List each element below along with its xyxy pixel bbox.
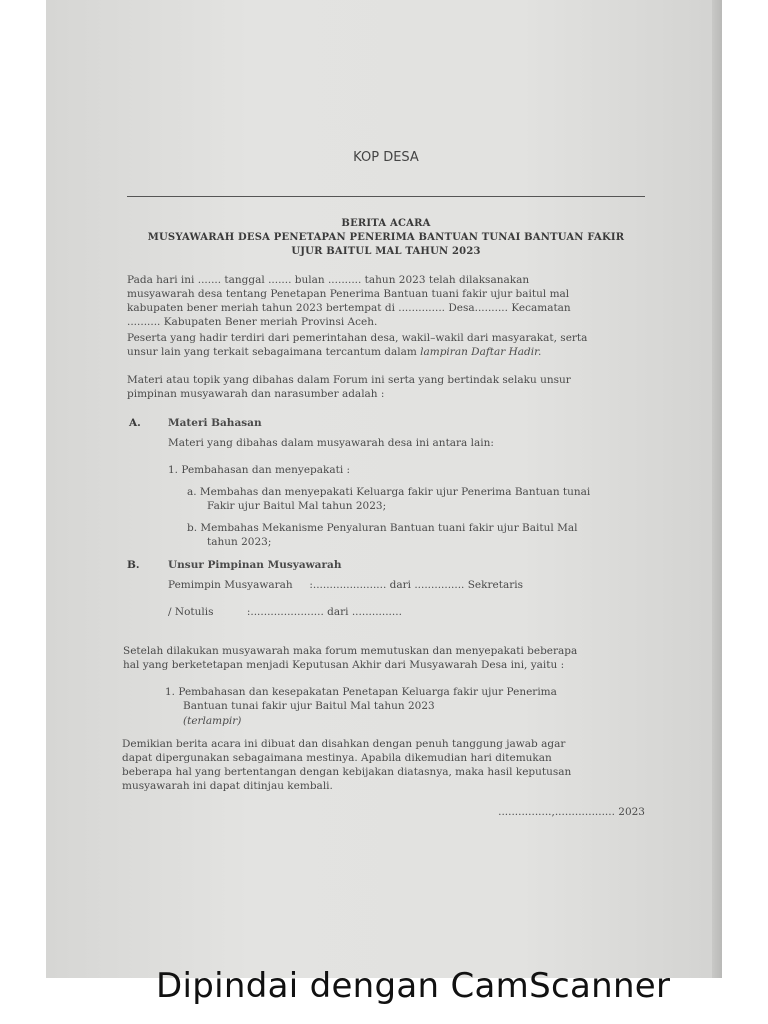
- kop-desa-header: KOP DESA: [353, 150, 419, 165]
- penutup-line-4: musyawarah ini dapat ditinjau kembali.: [122, 780, 333, 792]
- section-a-sub-b-line-2: tahun 2023;: [207, 536, 272, 548]
- section-b-letter: B.: [127, 559, 140, 571]
- date-line: ................,.................. 2023: [498, 806, 645, 818]
- keputusan-item-1-line-1: 1. Pembahasan dan kesepakatan Penetapan Keluarga fakir ujur Penerima: [165, 686, 557, 698]
- section-a-sub-b-line-1: b. Membahas Mekanisme Penyaluran Bantuan tuani fakir ujur Baitul Mal: [187, 522, 578, 534]
- title-line-1: BERITA ACARA: [341, 218, 431, 229]
- intro-line-1: Pada hari ini ....... tanggal ....... bulan .......... tahun 2023 telah dilaksanakan: [127, 274, 530, 286]
- section-a-sub-a-line-1: a. Membahas dan menyepakati Keluarga fakir ujur Penerima Bantuan tunai: [187, 486, 591, 498]
- peserta-line-1: Peserta yang hadir terdiri dari pemerintahan desa, wakil–wakil dari masyarakat, serta: [127, 332, 588, 344]
- section-a-lead: Materi yang dibahas dalam musyawarah desa ini antara lain:: [168, 437, 494, 449]
- peserta-text: unsur lain yang terkait sebagaimana tercantum dalam: [127, 346, 421, 358]
- notulis-line: / Notulis :...................... dari ...............: [168, 606, 402, 618]
- header-rule: [127, 196, 645, 197]
- penutup-line-2: dapat dipergunakan sebagaimana mestinya. Apabila dikemudian hari ditemukan: [122, 752, 552, 764]
- section-a-sub-a-line-2: Fakir ujur Baitul Mal tahun 2023;: [207, 500, 387, 512]
- paper-edge-shadow: [712, 0, 722, 978]
- peserta-lampiran: lampiran Daftar Hadir.: [420, 346, 542, 358]
- section-b-heading: Unsur Pimpinan Musyawarah: [168, 559, 342, 571]
- camscanner-watermark: Dipindai dengan CamScanner: [156, 966, 671, 1006]
- keputusan-item-1-line-2: Bantuan tunai fakir ujur Baitul Mal tahun 2023: [183, 700, 435, 712]
- penutup-line-3: beberapa hal yang bertentangan dengan kebijakan diatasnya, maka hasil keputusan: [122, 766, 572, 778]
- pemimpin-musyawarah-line: Pemimpin Musyawarah :...................... dari ............... Sekretaris: [168, 579, 523, 591]
- title-line-3: UJUR BAITUL MAL TAHUN 2023: [291, 246, 481, 257]
- keputusan-line-1: Setelah dilakukan musyawarah maka forum memutuskan dan menyepakati beberapa: [123, 645, 578, 657]
- section-a-item-1: 1. Pembahasan dan menyepakati :: [168, 464, 351, 476]
- materi-intro-line-1: Materi atau topik yang dibahas dalam Forum ini serta yang bertindak selaku unsur: [127, 374, 571, 386]
- intro-line-3: kabupaten bener meriah tahun 2023 bertempat di .............. Desa.......... Kecamatan: [127, 302, 571, 314]
- title-line-2: MUSYAWARAH DESA PENETAPAN PENERIMA BANTUAN TUNAI BANTUAN FAKIR: [147, 232, 625, 243]
- section-a-letter: A.: [129, 417, 141, 429]
- peserta-line-2: [127, 346, 645, 359]
- intro-line-4: .......... Kabupaten Bener meriah Provinsi Aceh.: [127, 316, 378, 328]
- section-a-heading: Materi Bahasan: [168, 417, 262, 429]
- keputusan-line-2: hal yang berketetapan menjadi Keputusan Akhir dari Musyawarah Desa ini, yaitu :: [123, 659, 565, 671]
- keputusan-terlampir: (terlampir): [183, 715, 242, 727]
- materi-intro-line-2: pimpinan musyawarah dan narasumber adalah :: [127, 388, 385, 400]
- penutup-line-1: Demikian berita acara ini dibuat dan disahkan dengan penuh tanggung jawab agar: [122, 738, 566, 750]
- intro-line-2: musyawarah desa tentang Penetapan Penerima Bantuan tuani fakir ujur baitul mal: [127, 288, 570, 300]
